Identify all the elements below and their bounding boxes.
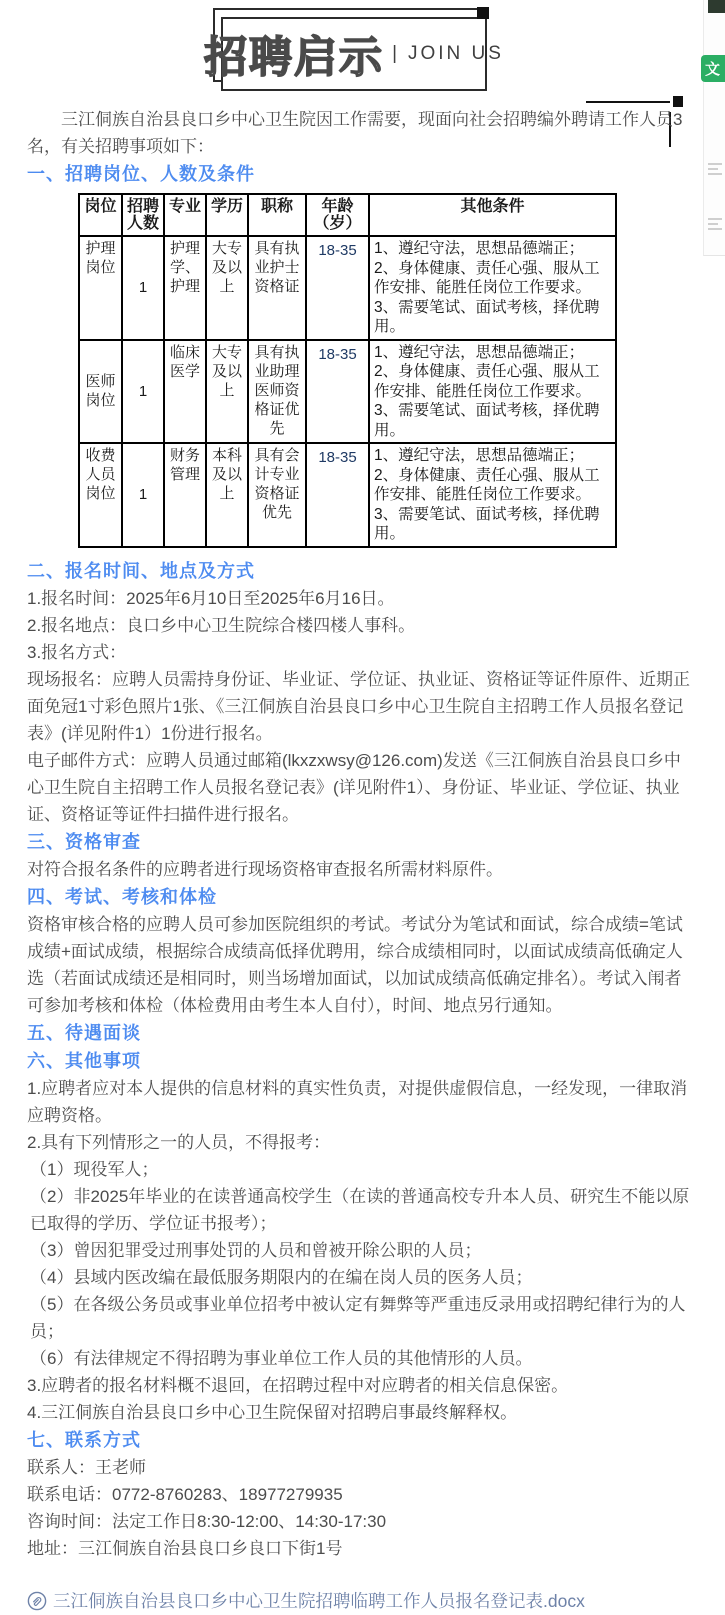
section-heading-1: 一、招聘岗位、人数及条件 — [27, 164, 255, 184]
side-panel-marks — [708, 160, 722, 178]
section-heading-5: 五、待遇面谈 — [27, 1022, 141, 1043]
other-item: 3.应聘者的报名材料概不退回，在招聘过程中对应聘者的相关信息保密。 — [27, 1375, 569, 1395]
cell-age: 18-35 — [306, 340, 369, 444]
exam-body: 资格审核合格的应聘人员可参加医院组织的考试。考试分为笔试和面试，综合成绩=笔试成绩+面试成绩，根据综合成绩高低择优聘用，综合成绩相同时，以面试成绩高低确定人选（若面试成绩还是相同时，则当场增加面试，以加试成绩高低确定排名）。考试入闱者可参加考核和体检（体检费用由考生本人自付），时间、地点另行通知。 — [27, 914, 683, 1015]
doc-badge[interactable]: 文 — [701, 55, 725, 82]
attachment-label: 三江侗族自治县良口乡中心卫生院招聘临聘工作人员报名登记表.docx — [53, 1590, 585, 1611]
cell-title: 具有会计专业资格证优先 — [248, 443, 306, 547]
other-subitem: （6）有法律规定不得招聘为事业单位工作人员的其他情形的人员。 — [30, 1348, 533, 1368]
contact-phone: 联系电话：0772-8760283、18977279935 — [27, 1484, 343, 1504]
other-item: 2.具有下列情形之一的人员，不得报考： — [27, 1132, 331, 1152]
other-subitem: （4）县域内医改编在最低服务期限内的在编在岗人员的医务人员； — [30, 1267, 533, 1287]
col-header-major: 专业 — [164, 194, 206, 236]
contact-hours: 咨询时间：法定工作日8:30-12:00、14:30-17:30 — [27, 1511, 387, 1531]
side-panel-marks — [708, 215, 722, 233]
cell-education: 大专及以上 — [206, 340, 248, 444]
condition-line: 3、需要笔试、面试考核，择优聘用。 — [374, 298, 600, 335]
condition-line: 1、遵纪守法，思想品德端正； — [374, 343, 585, 361]
cell-title: 具有执业护士资格证 — [248, 236, 306, 340]
condition-line: 1、遵纪守法，思想品德端正； — [374, 447, 585, 464]
col-header-count: 招聘人数 — [122, 194, 164, 236]
cell-age: 18-35 — [306, 236, 369, 340]
condition-line: 2、身体健康、责任心强、服从工作安排、能胜任岗位工作要求。 — [374, 466, 600, 503]
col-header-conditions: 其他条件 — [369, 194, 616, 236]
table-header-row — [79, 194, 616, 236]
col-header-education: 学历 — [206, 194, 248, 236]
side-panel — [703, 0, 725, 256]
registration-time: 1.报名时间：2025年6月10日至2025年6月16日。 — [27, 588, 395, 608]
table-row — [79, 443, 616, 547]
email-registration: 电子邮件方式：应聘人员通过邮箱(lkxzxwsy@126.com)发送《三江侗族自治县良口乡中心卫生院自主招聘工作人员报名登记表》(详见附件1）、身份证、毕业证、学位证、执业证、资格证等证件扫描件进行报名。 — [27, 750, 681, 824]
contact-address: 地址：三江侗族自治县良口乡良口下街1号 — [27, 1538, 343, 1558]
cell-position: 护理岗位 — [79, 236, 122, 340]
section-heading-4: 四、考试、考核和体检 — [27, 886, 217, 907]
other-item: 1.应聘者应对本人提供的信息材料的真实性负责，对提供虚假信息，一经发现，一律取消应聘资格。 — [27, 1078, 688, 1125]
cell-major: 护理学、护理 — [164, 236, 206, 340]
cell-conditions — [369, 443, 616, 547]
col-header-age: 年龄（岁） — [306, 194, 369, 236]
recruitment-table — [78, 193, 617, 548]
registration-place: 2.报名地点：良口乡中心卫生院综合楼四楼人事科。 — [27, 615, 416, 635]
condition-line: 3、需要笔试、面试考核，择优聘用。 — [374, 402, 600, 439]
onsite-registration: 现场报名：应聘人员需持身份证、毕业证、学位证、执业证、资格证等证件原件、近期正面免冠1寸彩色照片1张、《三江侗族自治县良口乡中心卫生院自主招聘工作人员报名登记表》(详见附件1）1份进行报名。 — [27, 669, 690, 743]
condition-line: 2、身体健康、责任心强、服从工作安排、能胜任岗位工作要求。 — [374, 363, 600, 400]
other-subitem: （5）在各级公务员或事业单位招考中被认定有舞弊等严重违反录用或招聘纪律行为的人员； — [30, 1294, 686, 1341]
section-heading-7: 七、联系方式 — [27, 1429, 141, 1450]
section-heading-6: 六、其他事项 — [27, 1050, 141, 1071]
join-us-text: JOIN US — [408, 43, 504, 64]
condition-line: 3、需要笔试、面试考核，择优聘用。 — [374, 505, 600, 542]
cell-count: 1 — [122, 236, 164, 340]
attachment-link[interactable] — [27, 1588, 695, 1615]
panel-top-icon — [708, 0, 725, 13]
other-subitem: （2）非2025年毕业的在读普通高校学生（在读的普通高校专升本人员、研究生不能以原已取得的学历、学位证书报考）； — [30, 1186, 690, 1233]
cell-education: 大专及以上 — [206, 236, 248, 340]
cell-count: 1 — [122, 340, 164, 444]
section-heading-2: 二、报名时间、地点及方式 — [27, 560, 255, 581]
intro-paragraph: 三江侗族自治县良口乡中心卫生院因工作需要，现面向社会招聘编外聘请工作人员3名，有关招聘事项如下： — [27, 110, 683, 156]
cell-major: 财务管理 — [164, 443, 206, 547]
other-subitem: （3）曾因犯罪受过刑事处罚的人员和曾被开除公职的人员； — [30, 1240, 482, 1260]
col-header-title: 职称 — [248, 194, 306, 236]
col-header-position: 岗位 — [79, 194, 122, 236]
cell-count: 1 — [122, 443, 164, 547]
paperclip-icon — [27, 1591, 47, 1611]
cell-conditions — [369, 236, 616, 340]
title-divider: | — [392, 43, 400, 64]
table-row — [79, 236, 616, 340]
condition-line: 2、身体健康、责任心强、服从工作安排、能胜任岗位工作要求。 — [374, 259, 600, 296]
condition-line: 1、遵纪守法，思想品德端正； — [374, 240, 585, 257]
cell-education: 本科及以上 — [206, 443, 248, 547]
cell-position: 医师岗位 — [79, 340, 122, 444]
section-heading-3: 三、资格审查 — [27, 831, 141, 852]
cell-title: 具有执业助理医师资格证优先 — [248, 340, 306, 444]
registration-method: 3.报名方式： — [27, 642, 127, 662]
qualification-review-body: 对符合报名条件的应聘者进行现场资格审查报名所需材料原件。 — [27, 859, 503, 879]
cell-position: 收费人员岗位 — [79, 443, 122, 547]
table-row — [79, 340, 616, 444]
other-subitem: （1）现役军人； — [30, 1159, 159, 1179]
cell-major: 临床医学 — [164, 340, 206, 444]
other-item: 4.三江侗族自治县良口乡中心卫生院保留对招聘启事最终解释权。 — [27, 1402, 518, 1422]
cell-conditions — [369, 340, 616, 444]
contact-person: 联系人：王老师 — [27, 1457, 146, 1477]
cell-age: 18-35 — [306, 443, 369, 547]
page-title: 招聘启示 — [204, 33, 385, 82]
